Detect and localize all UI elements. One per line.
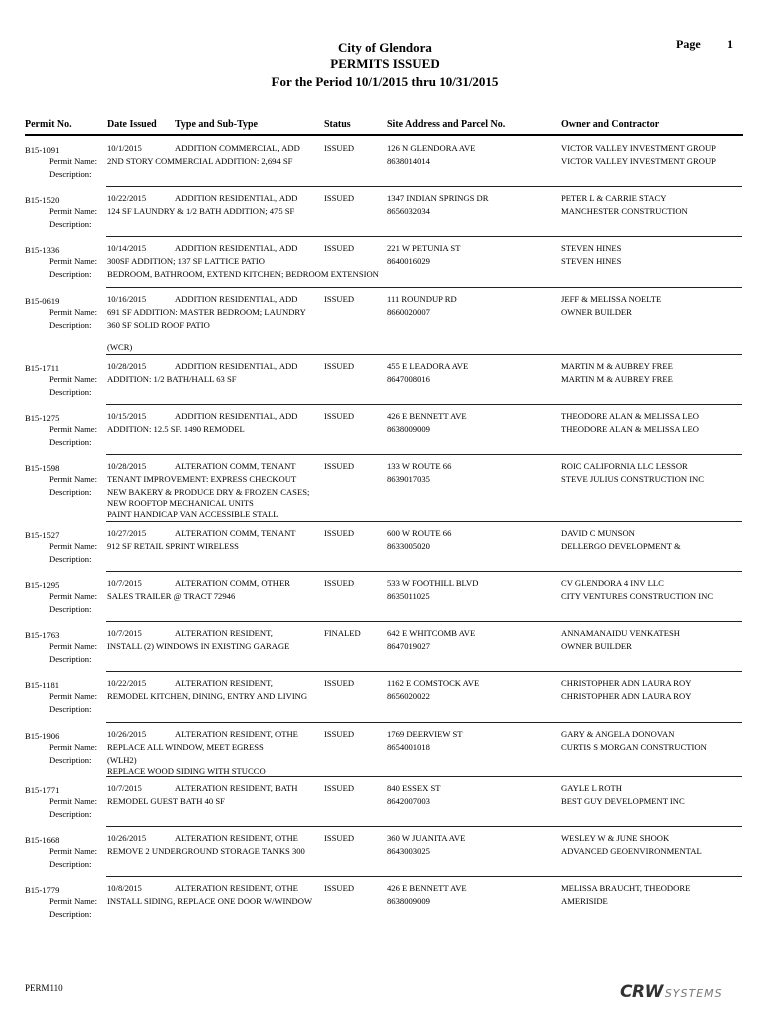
record-separator — [106, 776, 742, 777]
col-owner: Owner and Contractor — [561, 119, 660, 130]
date-issued: 10/22/2015 — [107, 193, 147, 203]
permit-name: TENANT IMPROVEMENT: EXPRESS CHECKOUT — [107, 474, 297, 484]
description-label: Description: — [49, 909, 92, 919]
description-label: Description: — [49, 387, 92, 397]
permit-type: ADDITION RESIDENTIAL, ADD — [175, 361, 298, 371]
permit-status: ISSUED — [324, 294, 355, 304]
description-label: Description: — [49, 487, 92, 497]
date-issued: 10/1/2015 — [107, 143, 142, 153]
permit-number: B15-1779 — [25, 885, 60, 895]
permit-type: ALTERATION RESIDENT, OTHE — [175, 833, 298, 843]
owner-name: THEODORE ALAN & MELISSA LEO — [561, 411, 699, 421]
record-separator — [106, 521, 742, 522]
permit-type: ADDITION RESIDENTIAL, ADD — [175, 294, 298, 304]
parcel-number: 8638009009 — [387, 424, 430, 434]
date-issued: 10/8/2015 — [107, 883, 142, 893]
permit-number: B15-0619 — [25, 296, 60, 306]
permit-type: ALTERATION COMM, TENANT — [175, 528, 296, 538]
description-label: Description: — [49, 654, 92, 664]
report-title: PERMITS ISSUED — [330, 56, 440, 71]
header-rule — [25, 134, 743, 136]
permit-number: B15-1906 — [25, 731, 60, 741]
permit-status: ISSUED — [324, 411, 355, 421]
page-label: Page — [676, 37, 701, 51]
permit-number: B15-1295 — [25, 580, 60, 590]
permit-name-label: Permit Name: — [49, 846, 97, 856]
permit-status: ISSUED — [324, 729, 355, 739]
site-address: 455 E LEADORA AVE — [387, 361, 469, 371]
contractor-name: THEODORE ALAN & MELISSA LEO — [561, 424, 699, 434]
parcel-number: 8638009009 — [387, 896, 430, 906]
site-address: 126 N GLENDORA AVE — [387, 143, 476, 153]
permit-number: B15-1598 — [25, 463, 60, 473]
parcel-number: 8654001018 — [387, 742, 430, 752]
contractor-name: OWNER BUILDER — [561, 641, 632, 651]
description-line: NEW ROOFTOP MECHANICAL UNITS — [107, 498, 254, 508]
permit-number: B15-1091 — [25, 145, 60, 155]
permit-number: B15-1771 — [25, 785, 60, 795]
permit-status: ISSUED — [324, 193, 355, 203]
permit-number: B15-1520 — [25, 195, 60, 205]
permit-status: ISSUED — [324, 783, 355, 793]
permit-type: ALTERATION RESIDENT, — [175, 678, 273, 688]
owner-name: PETER L & CARRIE STACY — [561, 193, 667, 203]
record-separator — [106, 571, 742, 572]
description-line: PAINT HANDICAP VAN ACCESSIBLE STALL — [107, 509, 279, 519]
col-status: Status — [324, 119, 351, 130]
record-separator — [106, 826, 742, 827]
site-address: 1347 INDIAN SPRINGS DR — [387, 193, 489, 203]
report-code: PERM110 — [25, 983, 63, 993]
record-separator — [106, 236, 742, 237]
date-issued: 10/7/2015 — [107, 628, 142, 638]
parcel-number: 8640016029 — [387, 256, 430, 266]
site-address: 221 W PETUNIA ST — [387, 243, 461, 253]
permit-name: 2ND STORY COMMERCIAL ADDITION: 2,694 SF — [107, 156, 293, 166]
description-line: NEW BAKERY & PRODUCE DRY & FROZEN CASES; — [107, 487, 310, 497]
permit-name-label: Permit Name: — [49, 591, 97, 601]
permit-type: ADDITION COMMERCIAL, ADD — [175, 143, 300, 153]
permit-name-label: Permit Name: — [49, 156, 97, 166]
permit-type: ALTERATION RESIDENT, — [175, 628, 273, 638]
record-separator — [106, 671, 742, 672]
owner-name: GAYLE L ROTH — [561, 783, 622, 793]
permit-status: ISSUED — [324, 883, 355, 893]
owner-name: STEVEN HINES — [561, 243, 622, 253]
permit-type: ADDITION RESIDENTIAL, ADD — [175, 243, 298, 253]
record-separator — [106, 876, 742, 877]
permit-status: ISSUED — [324, 528, 355, 538]
parcel-number: 8642007003 — [387, 796, 430, 806]
permit-name: REMODEL KITCHEN, DINING, ENTRY AND LIVING — [107, 691, 308, 701]
parcel-number: 8656032034 — [387, 206, 430, 216]
permit-name: 912 SF RETAIL SPRINT WIRELESS — [107, 541, 239, 551]
owner-name: VICTOR VALLEY INVESTMENT GROUP — [561, 143, 716, 153]
permit-name: REMOVE 2 UNDERGROUND STORAGE TANKS 300 — [107, 846, 305, 856]
record-separator — [106, 404, 742, 405]
contractor-name: CURTIS S MORGAN CONSTRUCTION — [561, 742, 707, 752]
permit-status: ISSUED — [324, 361, 355, 371]
permit-name-label: Permit Name: — [49, 641, 97, 651]
site-address: 533 W FOOTHILL BLVD — [387, 578, 479, 588]
site-address: 426 E BENNETT AVE — [387, 411, 467, 421]
permit-name: ADDITION: 12.5 SF. 1490 REMODEL — [107, 424, 245, 434]
owner-name: WESLEY W & JUNE SHOOK — [561, 833, 670, 843]
record-separator — [106, 354, 742, 355]
site-address: 111 ROUNDUP RD — [387, 294, 457, 304]
parcel-number: 8638014014 — [387, 156, 430, 166]
permit-name-label: Permit Name: — [49, 796, 97, 806]
description-label: Description: — [49, 704, 92, 714]
col-date-issued: Date Issued — [107, 119, 157, 130]
permit-name-label: Permit Name: — [49, 474, 97, 484]
owner-name: MARTIN M & AUBREY FREE — [561, 361, 673, 371]
permit-number: B15-1181 — [25, 680, 60, 690]
contractor-name: CITY VENTURES CONSTRUCTION INC — [561, 591, 714, 601]
contractor-name: STEVE JULIUS CONSTRUCTION INC — [561, 474, 704, 484]
record-separator — [106, 722, 742, 723]
parcel-number: 8656020022 — [387, 691, 430, 701]
parcel-number: 8647008016 — [387, 374, 430, 384]
site-address: 426 E BENNETT AVE — [387, 883, 467, 893]
owner-name: JEFF & MELISSA NOELTE — [561, 294, 662, 304]
parcel-number: 8660020007 — [387, 307, 430, 317]
owner-name: DAVID C MUNSON — [561, 528, 635, 538]
description-label: Description: — [49, 269, 92, 279]
parcel-number: 8647019027 — [387, 641, 430, 651]
owner-name: GARY & ANGELA DONOVAN — [561, 729, 675, 739]
record-separator — [106, 287, 742, 288]
contractor-name: AMERISIDE — [561, 896, 608, 906]
crw-systems-logo — [620, 982, 723, 1002]
date-issued: 10/16/2015 — [107, 294, 147, 304]
permit-name: 300SF ADDITION; 137 SF LATTICE PATIO — [107, 256, 265, 266]
permit-status: ISSUED — [324, 461, 355, 471]
description-label: Description: — [49, 755, 92, 765]
col-permit-no: Permit No. — [25, 119, 72, 130]
description-label: Description: — [49, 437, 92, 447]
owner-name: ANNAMANAIDU VENKATESH — [561, 628, 680, 638]
parcel-number: 8643003025 — [387, 846, 430, 856]
description-label: Description: — [49, 554, 92, 564]
site-address: 642 E WHITCOMB AVE — [387, 628, 476, 638]
permit-name: REMODEL GUEST BATH 40 SF — [107, 796, 225, 806]
permit-name: SALES TRAILER @ TRACT 72946 — [107, 591, 236, 601]
permit-name-label: Permit Name: — [49, 307, 97, 317]
site-address: 360 W JUANITA AVE — [387, 833, 466, 843]
contractor-name: MANCHESTER CONSTRUCTION — [561, 206, 688, 216]
permit-status: FINALED — [324, 628, 361, 638]
page-number: 1 — [727, 37, 733, 51]
permit-type: ALTERATION RESIDENT, OTHE — [175, 729, 298, 739]
record-separator — [106, 454, 742, 455]
permit-name-label: Permit Name: — [49, 256, 97, 266]
date-issued: 10/26/2015 — [107, 833, 147, 843]
permit-name: REPLACE ALL WINDOW, MEET EGRESS — [107, 742, 264, 752]
contractor-name: MARTIN M & AUBREY FREE — [561, 374, 673, 384]
description-label: Description: — [49, 320, 92, 330]
site-address: 1769 DEERVIEW ST — [387, 729, 463, 739]
permit-name-label: Permit Name: — [49, 424, 97, 434]
permit-name-label: Permit Name: — [49, 374, 97, 384]
site-address: 1162 E COMSTOCK AVE — [387, 678, 480, 688]
parcel-number: 8635011025 — [387, 591, 430, 601]
date-issued: 10/27/2015 — [107, 528, 147, 538]
contractor-name: STEVEN HINES — [561, 256, 622, 266]
description-label: Description: — [49, 604, 92, 614]
contractor-name: VICTOR VALLEY INVESTMENT GROUP — [561, 156, 716, 166]
permit-number: B15-1711 — [25, 363, 60, 373]
report-period: For the Period 10/1/2015 thru 10/31/2015 — [271, 74, 499, 89]
permit-status: ISSUED — [324, 243, 355, 253]
description-line: BEDROOM, BATHROOM, EXTEND KITCHEN; BEDROOM EXTENSION — [107, 269, 379, 279]
permit-status: ISSUED — [324, 678, 355, 688]
permit-type: ALTERATION RESIDENT, BATH — [175, 783, 298, 793]
permit-type: ALTERATION COMM, OTHER — [175, 578, 290, 588]
description-label: Description: — [49, 859, 92, 869]
permit-type: ALTERATION COMM, TENANT — [175, 461, 296, 471]
contractor-name: OWNER BUILDER — [561, 307, 632, 317]
parcel-number: 8639017035 — [387, 474, 430, 484]
permit-name: 691 SF ADDITION: MASTER BEDROOM; LAUNDRY — [107, 307, 306, 317]
permit-name-label: Permit Name: — [49, 541, 97, 551]
contractor-name: ADVANCED GEOENVIRONMENTAL — [561, 846, 702, 856]
record-separator — [106, 621, 742, 622]
contractor-name: CHRISTOPHER ADN LAURA ROY — [561, 691, 692, 701]
permit-name: INSTALL (2) WINDOWS IN EXISTING GARAGE — [107, 641, 290, 651]
permit-number: B15-1527 — [25, 530, 60, 540]
permit-number: B15-1275 — [25, 413, 60, 423]
site-address: 600 W ROUTE 66 — [387, 528, 452, 538]
date-issued: 10/7/2015 — [107, 783, 142, 793]
owner-name: MELISSA BRAUCHT, THEODORE — [561, 883, 691, 893]
logo-main: CRW — [620, 982, 663, 1002]
date-issued: 10/28/2015 — [107, 361, 147, 371]
date-issued: 10/14/2015 — [107, 243, 147, 253]
date-issued: 10/15/2015 — [107, 411, 147, 421]
permit-number: B15-1336 — [25, 245, 60, 255]
description-line: REPLACE WOOD SIDING WITH STUCCO — [107, 766, 266, 776]
city-name: City of Glendora — [338, 40, 432, 55]
site-address: 840 ESSEX ST — [387, 783, 441, 793]
contractor-name: BEST GUY DEVELOPMENT INC — [561, 796, 685, 806]
date-issued: 10/22/2015 — [107, 678, 147, 688]
permit-name-label: Permit Name: — [49, 896, 97, 906]
permit-type: ALTERATION RESIDENT, OTHE — [175, 883, 298, 893]
permit-type: ADDITION RESIDENTIAL, ADD — [175, 411, 298, 421]
owner-name: CHRISTOPHER ADN LAURA ROY — [561, 678, 692, 688]
description-label: Description: — [49, 809, 92, 819]
description-line: (WCR) — [107, 342, 133, 352]
owner-name: CV GLENDORA 4 INV LLC — [561, 578, 664, 588]
permit-name-label: Permit Name: — [49, 742, 97, 752]
site-address: 133 W ROUTE 66 — [387, 461, 452, 471]
permit-status: ISSUED — [324, 578, 355, 588]
permit-number: B15-1763 — [25, 630, 60, 640]
permit-type: ADDITION RESIDENTIAL, ADD — [175, 193, 298, 203]
record-separator — [106, 186, 742, 187]
permit-status: ISSUED — [324, 143, 355, 153]
date-issued: 10/26/2015 — [107, 729, 147, 739]
logo-sub: SYSTEMS — [664, 987, 723, 1000]
permit-name: ADDITION: 1/2 BATH/HALL 63 SF — [107, 374, 237, 384]
permit-name-label: Permit Name: — [49, 206, 97, 216]
permit-number: B15-1668 — [25, 835, 60, 845]
col-site: Site Address and Parcel No. — [387, 119, 506, 130]
description-line: (WLH2) — [107, 755, 137, 765]
parcel-number: 8633005020 — [387, 541, 430, 551]
permit-status: ISSUED — [324, 833, 355, 843]
date-issued: 10/28/2015 — [107, 461, 147, 471]
description-label: Description: — [49, 219, 92, 229]
col-type: Type and Sub-Type — [175, 119, 258, 130]
contractor-name: DELLERGO DEVELOPMENT & — [561, 541, 681, 551]
description-label: Description: — [49, 169, 92, 179]
permit-name: INSTALL SIDING, REPLACE ONE DOOR W/WINDOW — [107, 896, 313, 906]
permit-name-label: Permit Name: — [49, 691, 97, 701]
date-issued: 10/7/2015 — [107, 578, 142, 588]
permit-name: 124 SF LAUNDRY & 1/2 BATH ADDITION; 475 SF — [107, 206, 295, 216]
description-line: 360 SF SOLID ROOF PATIO — [107, 320, 210, 330]
owner-name: ROIC CALIFORNIA LLC LESSOR — [561, 461, 688, 471]
